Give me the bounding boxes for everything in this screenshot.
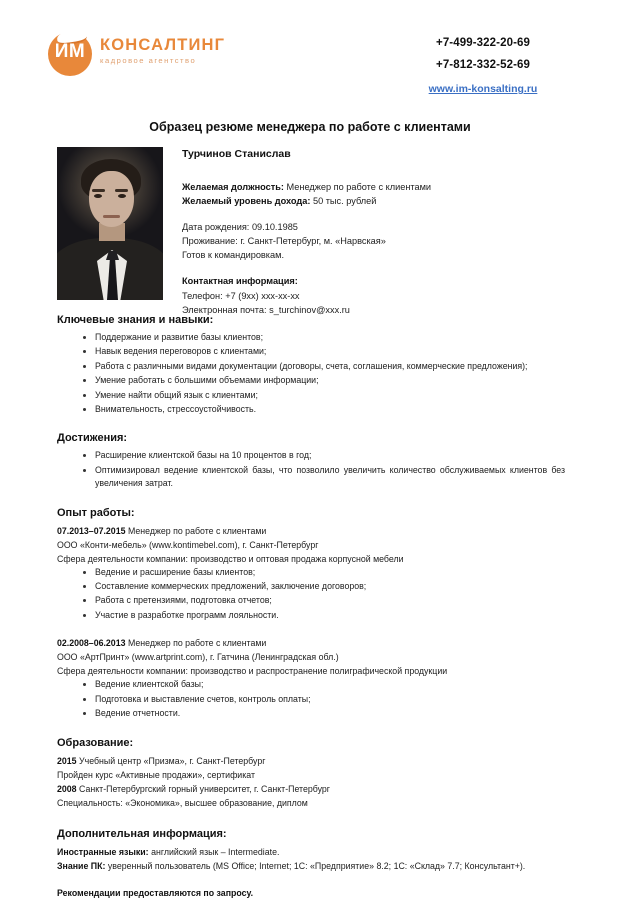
education-title: Образование:	[57, 736, 134, 749]
applicant-photo	[57, 147, 163, 300]
header-website-link[interactable]: www.im-konsalting.ru	[428, 83, 538, 95]
header-phone-primary: +7-499-322-20-69	[436, 37, 530, 49]
contact-email-label: Электронная почта:	[182, 305, 267, 315]
list-item: Участие в разработке программ лояльности.	[57, 609, 567, 622]
page-header	[0, 0, 620, 108]
job-period: 02.2008–06.2013	[57, 638, 126, 649]
languages-label: Иностранные языки:	[57, 846, 149, 857]
job-period-position-line	[57, 636, 567, 650]
contact-email-value: s_turchinov@xxx.ru	[269, 305, 350, 315]
list-item: Умение работать с большими объемами информации;	[57, 374, 567, 387]
education-detail: Пройден курс «Активные продажи», сертификат	[57, 769, 255, 780]
job-position: Менеджер по работе с клиентами	[127, 638, 267, 649]
birth-date-value: 09.10.1985	[251, 222, 298, 232]
list-item: Ведение клиентской базы;	[57, 678, 567, 691]
identity-section	[57, 147, 567, 315]
header-contacts	[388, 32, 578, 100]
list-item: Ведение отчетности.	[57, 707, 567, 720]
spacer-before-references	[57, 873, 567, 886]
job-duties-list	[57, 678, 567, 720]
desired-position-line	[182, 180, 567, 194]
desired-income-label: Желаемый уровень дохода:	[182, 196, 311, 206]
achievements-title: Достижения:	[57, 432, 128, 445]
list-item: Навык ведения переговоров с клиентами;	[57, 345, 567, 358]
residence-line	[182, 234, 567, 248]
list-item: Внимательность, стрессоустойчивость.	[57, 403, 567, 416]
contact-phone-label: Телефон:	[182, 291, 223, 301]
job-scope-value: производство и оптовая продажа корпусной мебели	[190, 553, 404, 564]
list-item: Умение найти общий язык с клиентами;	[57, 389, 567, 402]
applicant-name: Турчинов Станислав	[182, 148, 291, 160]
spacer-education-additional	[57, 810, 567, 826]
job-scope-line	[57, 552, 567, 566]
section-achievements	[57, 430, 567, 490]
list-item: Подготовка и выставление счетов, контроль оплаты;	[57, 693, 567, 706]
computer-skills-value: уверенный пользователь (MS Office; Internet; 1С: «Предприятие» 8.2; 1С: «Склад» 7.7; Консультант+).	[107, 860, 526, 871]
achievements-list	[57, 449, 567, 490]
job-scope-line	[57, 664, 567, 678]
contact-phone-line	[182, 289, 567, 303]
job-scope-label: Сфера деятельности компании:	[57, 553, 188, 564]
photo-face-shape	[89, 171, 134, 227]
photo-mouth-shape	[103, 215, 120, 218]
list-item: Работа с претензиями, подготовка отчетов;	[57, 594, 567, 607]
logo-wordmark	[100, 36, 280, 66]
list-item: Составление коммерческих предложений, заключение договоров;	[57, 580, 567, 593]
section-skills	[57, 312, 567, 416]
header-phone-secondary: +7-812-332-52-69	[436, 59, 530, 71]
photo-eye-right	[118, 194, 126, 198]
spacer-between-jobs	[57, 623, 567, 636]
travel-note: Готов к командировкам.	[182, 250, 285, 260]
computer-skills-line	[57, 859, 567, 873]
job-company: ООО «Конти-мебель» (www.kontimebel.com), г. Санкт-Петербург	[57, 539, 319, 550]
identity-spacer-2	[182, 262, 567, 274]
list-item: Оптимизировал ведение клиентской базы, что позволило увеличить количество обслуживаемых клиентов без увеличения затрат.	[57, 464, 567, 491]
residence-value: г. Санкт-Петербург, м. «Нарвская»	[240, 236, 386, 246]
residence-label: Проживание:	[182, 236, 238, 246]
logo-badge-icon	[48, 32, 92, 76]
references-note	[57, 886, 567, 900]
additional-info-title: Дополнительная информация:	[57, 827, 227, 840]
page-title: Образец резюме менеджера по работе с клиентами	[149, 120, 471, 134]
spacer-skills-achievements	[57, 417, 567, 430]
education-entry-line	[57, 754, 567, 768]
contact-info-heading: Контактная информация:	[182, 276, 298, 286]
photo-eyebrow-right	[115, 189, 128, 192]
desired-income-value: 50 тыс. рублей	[312, 196, 377, 206]
education-institution: Учебный центр «Призма», г. Санкт-Петербург	[79, 755, 266, 766]
contact-info-block	[182, 274, 567, 317]
resume-body	[57, 312, 567, 900]
photo-eyebrow-left	[92, 189, 105, 192]
spacer-experience-education	[57, 722, 567, 735]
desired-position-label: Желаемая должность:	[182, 182, 284, 192]
job-duties-list	[57, 566, 567, 623]
logo-monogram: ИМ	[54, 41, 86, 62]
job-scope-label: Сфера деятельности компании:	[57, 666, 188, 677]
birth-date-line	[182, 220, 567, 234]
education-entry-line	[57, 782, 567, 796]
section-education	[57, 735, 567, 810]
experience-entry	[57, 524, 567, 623]
desired-income-line	[182, 194, 567, 208]
identity-spacer-1	[182, 208, 567, 220]
references-text: Рекомендации предоставляются по запросу.	[57, 887, 254, 898]
list-item: Работа с различными видами документации (договоры, счета, соглашения, коммерческие предложения);	[57, 360, 567, 373]
section-additional-info	[57, 826, 567, 900]
education-year: 2008	[57, 783, 77, 794]
experience-entry	[57, 636, 567, 720]
education-detail: Специальность: «Экономика», высшее образование, диплом	[57, 797, 308, 808]
job-company: ООО «АртПринт» (www.artprint.com), г. Гатчина (Ленинградская обл.)	[57, 652, 339, 663]
job-position: Менеджер по работе с клиентами	[127, 525, 267, 536]
skills-title: Ключевые знания и навыки:	[57, 314, 214, 326]
desired-job-block	[182, 180, 567, 208]
contact-phone-value: +7 (9хх) ххх-хх-хх	[225, 291, 300, 301]
photo-eye-left	[94, 194, 102, 198]
education-year: 2015	[57, 755, 77, 766]
computer-skills-label: Знание ПК:	[57, 860, 106, 871]
education-institution: Санкт-Петербургский горный университет, г. Санкт-Петербург	[79, 783, 331, 794]
logo-company-name: КОНСАЛТИНГ	[100, 36, 226, 54]
list-item: Расширение клиентской базы на 10 процентов в год;	[57, 449, 567, 462]
birth-date-label: Дата рождения:	[182, 222, 250, 232]
skills-list	[57, 331, 567, 416]
list-item: Ведение и расширение базы клиентов;	[57, 566, 567, 579]
section-experience	[57, 505, 567, 721]
desired-position-value: Менеджер по работе с клиентами	[286, 182, 432, 192]
logo-tagline: кадровое агентство	[100, 56, 197, 65]
list-item: Поддержание и развитие базы клиентов;	[57, 331, 567, 344]
job-period-position-line	[57, 524, 567, 538]
languages-line	[57, 845, 567, 859]
languages-value: английский язык – Intermediate.	[151, 846, 280, 857]
personal-data-block	[182, 220, 567, 262]
spacer-achievements-experience	[57, 492, 567, 505]
job-scope-value: производство и распространение полиграфической продукции	[190, 666, 448, 677]
identity-details	[182, 147, 567, 317]
company-logo	[48, 30, 278, 78]
experience-title: Опыт работы:	[57, 506, 135, 519]
job-period: 07.2013–07.2015	[57, 525, 126, 536]
